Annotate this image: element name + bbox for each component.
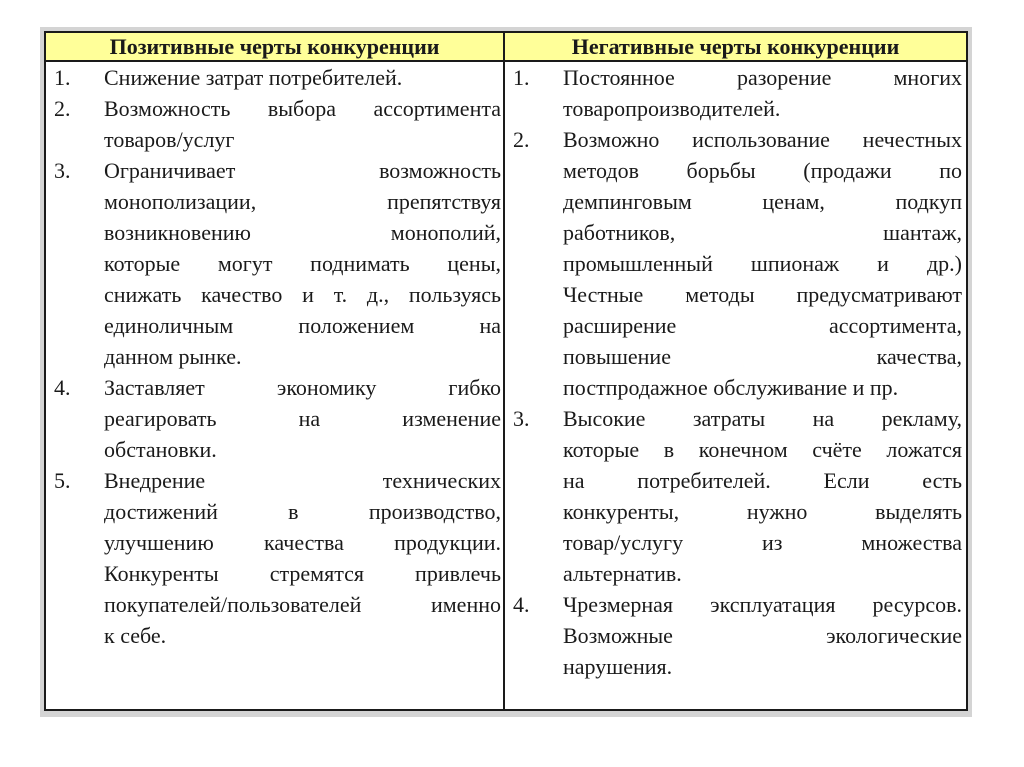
- item-text-line: нарушения.: [563, 654, 673, 679]
- item-text-line: единоличным положением на: [104, 313, 501, 338]
- item-text-line: которые в конечном счёте ложатся: [563, 437, 962, 462]
- negative-column: [513, 62, 962, 682]
- negative-item-4: [513, 589, 962, 682]
- item-text-line: товаров/услуг: [104, 127, 235, 152]
- item-text-line: которые могут поднимать цены,: [104, 251, 501, 276]
- item-text-line: возникновению монополий,: [104, 220, 501, 245]
- header-positive: Позитивные черты конкуренции: [109, 34, 440, 59]
- negative-item-2: [513, 124, 962, 403]
- header-negative: Негативные черты конкуренции: [571, 34, 900, 59]
- negative-item-3: [513, 403, 962, 589]
- item-text-line: товар/услугу из множества: [563, 530, 962, 555]
- item-text-line: Внедрение технических: [104, 468, 501, 493]
- item-number: 4.: [54, 375, 71, 400]
- table-header-row: [46, 33, 966, 62]
- item-text-line: конкуренты, нужно выделять: [563, 499, 962, 524]
- negative-item-1: [513, 62, 962, 124]
- item-number: 4.: [513, 592, 530, 617]
- item-text-line: расширение ассортимента,: [563, 313, 962, 338]
- item-text-line: товаропроизводителей.: [563, 96, 781, 121]
- item-text-line: промышленный шпионаж и др.): [563, 251, 962, 276]
- item-text-line: Возможно использование нечестных: [563, 127, 962, 152]
- item-text-line: Возможные экологические: [563, 623, 962, 648]
- item-text-line: данном рынке.: [104, 344, 242, 369]
- item-text-line: реагировать на изменение: [104, 406, 501, 431]
- item-text-line: достижений в производство,: [104, 499, 501, 524]
- item-text-line: Постоянное разорение многих: [563, 65, 962, 90]
- positive-item-3: [54, 155, 501, 372]
- positive-item-2: [54, 93, 501, 155]
- item-text-line: Чрезмерная эксплуатация ресурсов.: [563, 592, 962, 617]
- item-text-line: работников, шантаж,: [563, 220, 962, 245]
- item-text-line: повышение качества,: [563, 344, 962, 369]
- positive-item-1: [54, 62, 501, 93]
- item-text-line: обстановки.: [104, 437, 217, 462]
- item-number: 2.: [513, 127, 530, 152]
- item-text-line: альтернатив.: [563, 561, 682, 586]
- item-text-line: Ограничивает возможность: [104, 158, 501, 183]
- positive-item-5: [54, 465, 501, 651]
- item-text-line: монополизации, препятствуя: [104, 189, 501, 214]
- item-text-line: Высокие затраты на рекламу,: [563, 406, 962, 431]
- item-text-line: улучшению качества продукции.: [104, 530, 501, 555]
- item-text-line: Заставляет экономику гибко: [104, 375, 501, 400]
- positive-column: [54, 62, 501, 651]
- item-number: 1.: [54, 65, 71, 90]
- competition-table: [44, 31, 968, 711]
- item-number: 5.: [54, 468, 71, 493]
- item-text-line: Возможность выбора ассортимента: [104, 96, 501, 121]
- item-text-line: снижать качество и т. д., пользуясь: [104, 282, 501, 307]
- positive-item-4: [54, 372, 501, 465]
- item-number: 2.: [54, 96, 71, 121]
- item-text-line: Снижение затрат потребителей.: [104, 65, 403, 90]
- item-text-line: Конкуренты стремятся привлечь: [104, 561, 501, 586]
- item-text-line: покупателей/пользователей именно: [104, 592, 501, 617]
- item-number: 1.: [513, 65, 530, 90]
- item-number: 3.: [54, 158, 71, 183]
- item-text-line: постпродажное обслуживание и пр.: [563, 375, 899, 400]
- item-text-line: демпинговым ценам, подкуп: [563, 189, 962, 214]
- item-text-line: к себе.: [104, 623, 167, 648]
- item-number: 3.: [513, 406, 530, 431]
- column-divider: [503, 33, 505, 709]
- item-text-line: на потребителей. Если есть: [563, 468, 962, 493]
- item-text-line: методов борьбы (продажи по: [563, 158, 962, 183]
- item-text-line: Честные методы предусматривают: [563, 282, 962, 307]
